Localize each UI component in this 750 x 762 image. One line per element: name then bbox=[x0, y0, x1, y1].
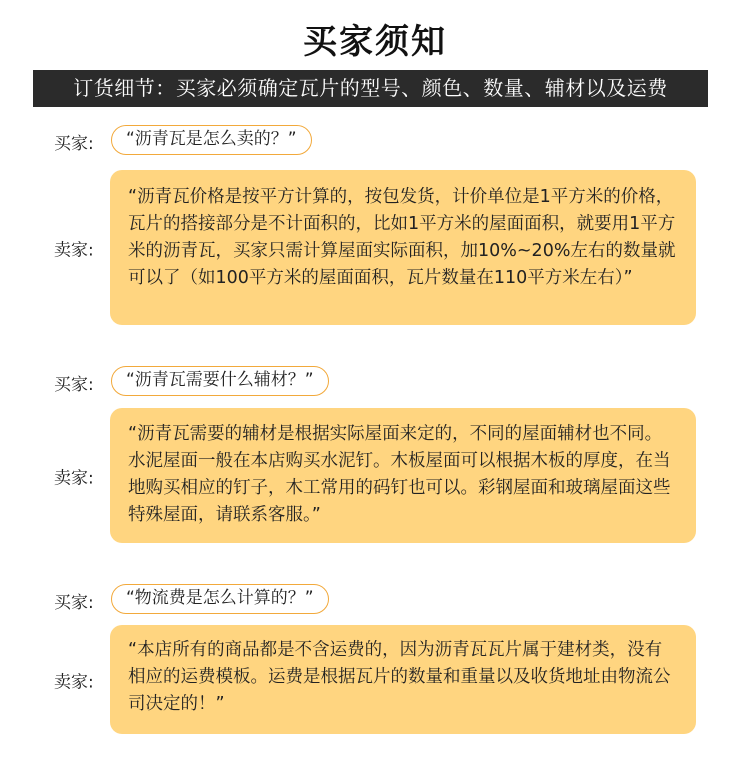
answer-row bbox=[0, 408, 750, 543]
page-title: 买家须知 bbox=[303, 22, 447, 62]
question-bubble: “物流费是怎么计算的？” bbox=[111, 584, 329, 614]
qa-item bbox=[0, 125, 750, 325]
answer-bubble: “本店所有的商品都是不含运费的，因为沥青瓦瓦片属于建材类，没有相应的运费模板。运费是根据瓦片的数量和重量以及收货地址由物流公司决定的！” bbox=[110, 625, 696, 734]
question-bubble: “沥青瓦需要什么辅材？” bbox=[111, 366, 329, 396]
question-row bbox=[0, 366, 750, 396]
qa-item bbox=[0, 366, 750, 544]
buyer-label: 买家: bbox=[54, 134, 94, 154]
question-bubble: “沥青瓦是怎么卖的？” bbox=[111, 125, 312, 155]
seller-label: 卖家: bbox=[54, 240, 94, 260]
answer-row bbox=[0, 170, 750, 325]
answer-bubble: “沥青瓦价格是按平方计算的，按包发货，计价单位是1平方米的价格，瓦片的搭接部分是不计面积的，比如1平方米的屋面面积，就要用1平方米的沥青瓦，买家只需计算屋面实际面积，加10%~20%左右的数量就可以了（如100平方米的屋面面积，瓦片数量在110平方米左右）” bbox=[110, 170, 696, 325]
question-row bbox=[0, 584, 750, 614]
order-notice-bar: 订货细节：买家必须确定瓦片的型号、颜色、数量、辅材以及运费 bbox=[33, 70, 708, 107]
buyer-label: 买家: bbox=[54, 375, 94, 395]
buyer-label: 买家: bbox=[54, 593, 94, 613]
answer-bubble: “沥青瓦需要的辅材是根据实际屋面来定的，不同的屋面辅材也不同。水泥屋面一般在本店购买水泥钉。木板屋面可以根据木板的厚度，在当地购买相应的钉子，木工常用的码钉也可以。彩钢屋面和玻璃屋面这些特殊屋面，请联系客服。” bbox=[110, 408, 696, 543]
seller-label: 卖家: bbox=[54, 672, 94, 692]
qa-item bbox=[0, 584, 750, 734]
question-row bbox=[0, 125, 750, 155]
seller-label: 卖家: bbox=[54, 468, 94, 488]
answer-row bbox=[0, 625, 750, 734]
